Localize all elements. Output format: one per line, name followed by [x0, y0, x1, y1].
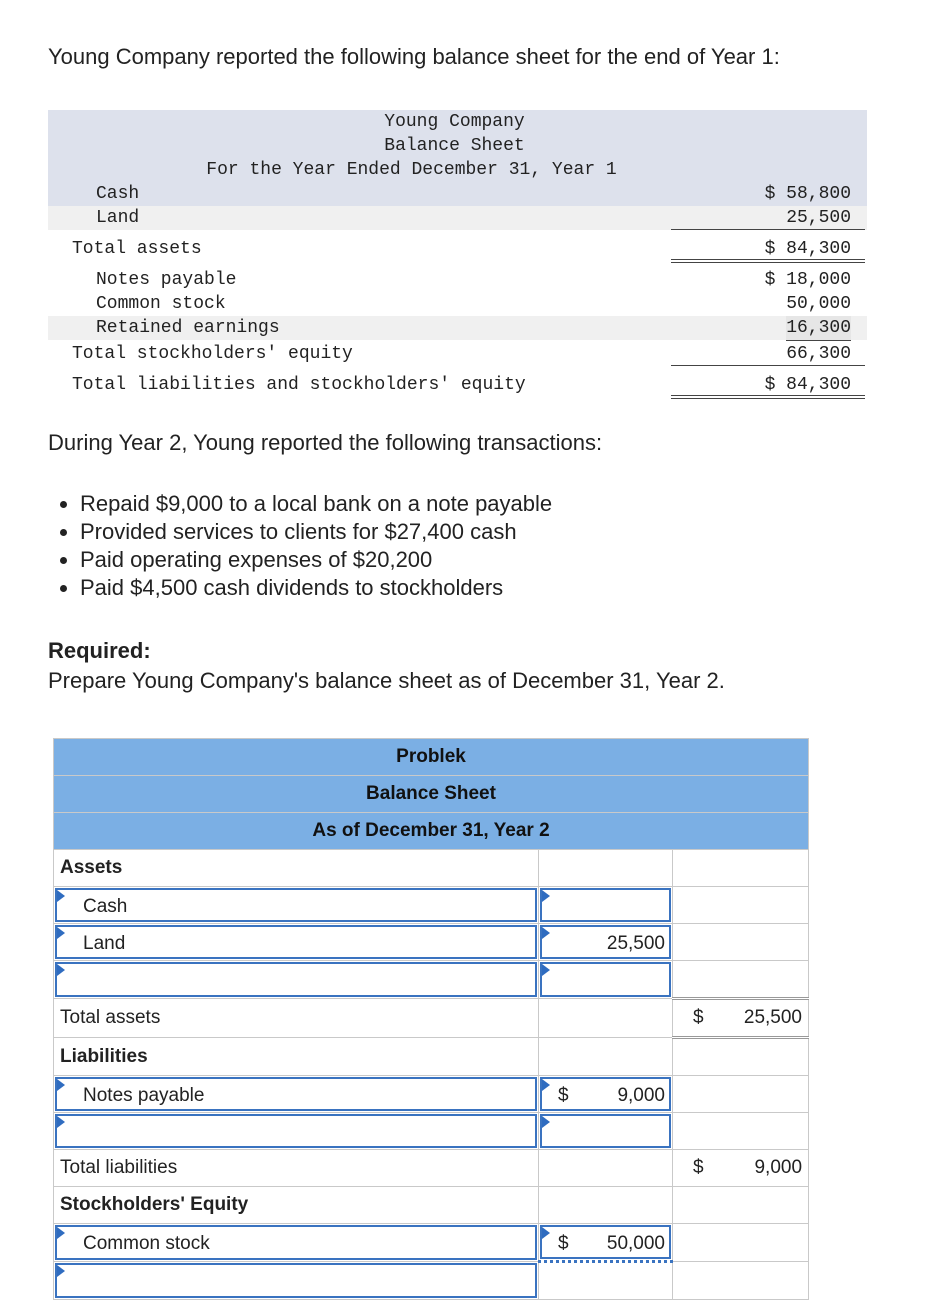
year1-row: Land 25,500 [48, 206, 867, 230]
year1-row: Cash $ 58,800 [48, 182, 867, 206]
year1-title: Balance Sheet [384, 136, 525, 156]
liability-amount-input[interactable] [539, 1113, 673, 1150]
ws-period: As of December 31, Year 2 [54, 813, 809, 850]
required-label: Required: [48, 638, 151, 663]
common-stock-amount-input[interactable]: $ 50,000 [539, 1224, 673, 1262]
ws-company: Problek [54, 739, 809, 776]
ws-title: Balance Sheet [54, 776, 809, 813]
year1-row: Retained earnings 16,300 [48, 316, 867, 340]
asset-amount-input[interactable] [539, 961, 673, 999]
total-liabilities-value: $ 9,000 [673, 1150, 809, 1187]
land-amount-input[interactable]: 25,500 [539, 924, 673, 961]
year1-row: Total assets $ 84,300 [48, 237, 867, 261]
total-assets-value: $ 25,500 [673, 999, 809, 1038]
cash-label-input[interactable]: Cash [54, 887, 539, 924]
year2-worksheet [53, 738, 809, 1300]
asset-label-input[interactable] [54, 961, 539, 999]
total-liabilities-label: Total liabilities [54, 1150, 539, 1187]
year1-balance-sheet [48, 110, 867, 397]
cash-amount-input[interactable] [539, 887, 673, 924]
year1-row-cash [48, 158, 867, 182]
required-text: Prepare Young Company's balance sheet as of December 31, Year 2. [48, 668, 725, 693]
assets-heading: Assets [54, 850, 539, 887]
year1-row: Total stockholders' equity 66,300 [48, 342, 867, 366]
intro-text: Young Company reported the following balance sheet for the end of Year 1: [48, 44, 780, 69]
required-section [48, 636, 725, 696]
liabilities-heading: Liabilities [54, 1038, 539, 1076]
year1-row: Common stock 50,000 [96, 294, 851, 314]
equity-heading: Stockholders' Equity [54, 1187, 539, 1224]
notes-payable-label-input[interactable]: Notes payable [54, 1076, 539, 1113]
transactions-intro: During Year 2, Young reported the following transactions: [48, 430, 603, 455]
liability-label-input[interactable] [54, 1113, 539, 1150]
common-stock-label-input[interactable]: Common stock [54, 1224, 539, 1262]
year1-row: Notes payable $ 18,000 [96, 270, 851, 290]
equity-label-input[interactable] [54, 1262, 539, 1300]
list-item: • Paid $4,500 cash dividends to stockholders [80, 574, 552, 602]
list-item: • Repaid $9,000 to a local bank on a note payable [80, 490, 552, 518]
total-assets-label: Total assets [54, 999, 539, 1038]
list-item: • Paid operating expenses of $20,200 [80, 546, 552, 574]
list-item: • Provided services to clients for $27,400 cash [80, 518, 552, 546]
year1-period: For the Year Ended December 31, Year 1 [206, 160, 617, 180]
transaction-list [48, 490, 552, 602]
land-label-input[interactable]: Land [54, 924, 539, 961]
year1-company: Young Company [384, 112, 525, 132]
year1-row: Total liabilities and stockholders' equity $ 84,300 [48, 373, 867, 397]
notes-payable-amount-input[interactable]: $ 9,000 [539, 1076, 673, 1113]
